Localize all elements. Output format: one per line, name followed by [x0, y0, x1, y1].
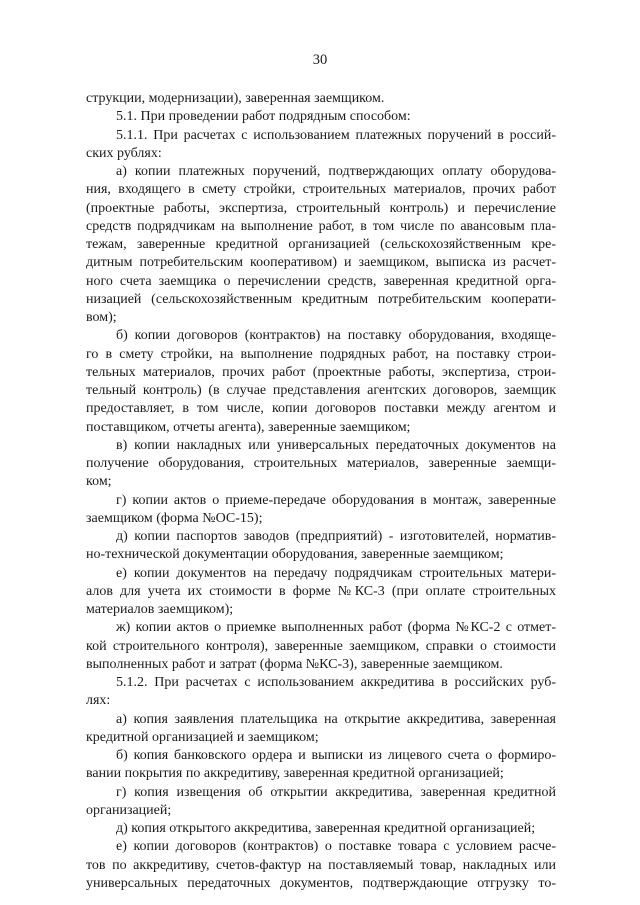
page-number: 30 [312, 52, 328, 68]
text-line: организацией; [86, 802, 172, 818]
text-line: лях: [86, 693, 111, 709]
text-line: ного счета заемщика о перечислении средств, заверенная кредитной орга- [86, 273, 556, 289]
body-text [86, 90, 556, 893]
text-line: б) копия банковского ордера и выписки из лицевого счета о формиро- [116, 748, 556, 763]
text-line: кой строительного контроля), заверенные заемщиком, справки о стоимости [86, 638, 556, 654]
text-line: тельный контроль) (в случае представления агентских договоров, заемщик [86, 383, 556, 398]
text-line: г) копии актов о приеме-передаче оборудования в монтаж, заверенные [116, 492, 556, 508]
text-line: д) копии паспортов заводов (предприятий) - изготовителей, норматив- [116, 529, 556, 544]
text-line: е) копии документов на передачу подрядчикам строительных матери- [116, 565, 556, 581]
text-line: ж) копии актов о приемке выполненных работ (форма №КС-2 с отмет- [116, 620, 556, 636]
text-line: а) копия заявления плательщика на открытие аккредитива, заверенная [116, 711, 556, 727]
text-line: а) копии платежных поручений, подтверждающих оплату оборудова- [116, 164, 556, 179]
text-line: поставщиком, отчеты агента), заверенные заемщиком; [86, 419, 411, 435]
text-line: выполненных работ и затрат (форма №КС-3), заверенные заемщиком. [86, 656, 503, 672]
text-line: г) копия извещения об открытии аккредитива, заверенная кредитной [116, 784, 556, 800]
text-line: ком; [86, 474, 112, 490]
text-line: но-технической документации оборудования, заверенные заемщиком; [86, 547, 504, 563]
text-line: вании покрытия по аккредитиву, заверенная кредитной организацией; [86, 766, 504, 782]
text-line: вом); [86, 310, 117, 325]
text-line: 5.1. При проведении работ подрядным способом: [116, 109, 411, 125]
text-line: тежам, заверенные кредитной организацией (сельскохозяйственным кре- [86, 237, 556, 252]
text-line: б) копии договоров (контрактов) на поставку оборудования, входяще- [116, 328, 556, 344]
text-line: струкции, модернизации), заверенная заемщиком. [86, 91, 385, 106]
text-line: низацией (сельскохозяйственным кредитным потребительским кооперати- [86, 291, 556, 307]
text-line: д) копия открытого аккредитива, заверенная кредитной организацией; [116, 821, 536, 836]
text-line: тельных материалов, прочих работ (проектные работы, экспертиза, строи- [86, 364, 556, 380]
text-line: тов по аккредитиву, счетов-фактур на поставляемый товар, накладных или [86, 857, 556, 873]
text-line: универсальных передаточных документов, подтверждающие отгрузку то- [86, 875, 556, 891]
text-line: кредитной организацией и заемщиком; [86, 729, 319, 745]
text-line: предоставляет, в том числе, копии договоров поставки между агентом и [86, 401, 556, 417]
text-line: средств подрядчикам на выполнение работ, в том числе по авансовым пла- [86, 218, 556, 234]
text-line: ских рублях: [86, 145, 162, 161]
text-line: алов для учета их стоимости в форме №КС-3 (при оплате строительных [86, 583, 556, 599]
text-line: е) копии договоров (контрактов) о поставке товара с условием расче- [116, 839, 556, 855]
text-line: ния, входящего в смету стройки, строительных материалов, прочих работ [86, 182, 556, 198]
text-line: заемщиком (форма №ОС-15); [86, 510, 263, 526]
text-line: (проектные работы, экспертиза, строительный контроль) и перечисление [86, 200, 556, 216]
text-line: 5.1.1. При расчетах с использованием платежных поручений в россий- [116, 127, 556, 143]
text-line: в) копии накладных или универсальных передаточных документов на [116, 437, 556, 453]
text-line: 5.1.2. При расчетах с использованием аккредитива в российских руб- [116, 675, 556, 690]
text-line: го в смету стройки, на выполнение подрядных работ, на поставку строи- [86, 346, 556, 362]
text-line: дитным потребительским кооперативом) и заемщиком, выписка из расчет- [86, 255, 556, 271]
text-line: получение оборудования, строительных материалов, заверенные заемщи- [86, 456, 556, 471]
text-line: материалов заемщиком); [86, 602, 234, 617]
